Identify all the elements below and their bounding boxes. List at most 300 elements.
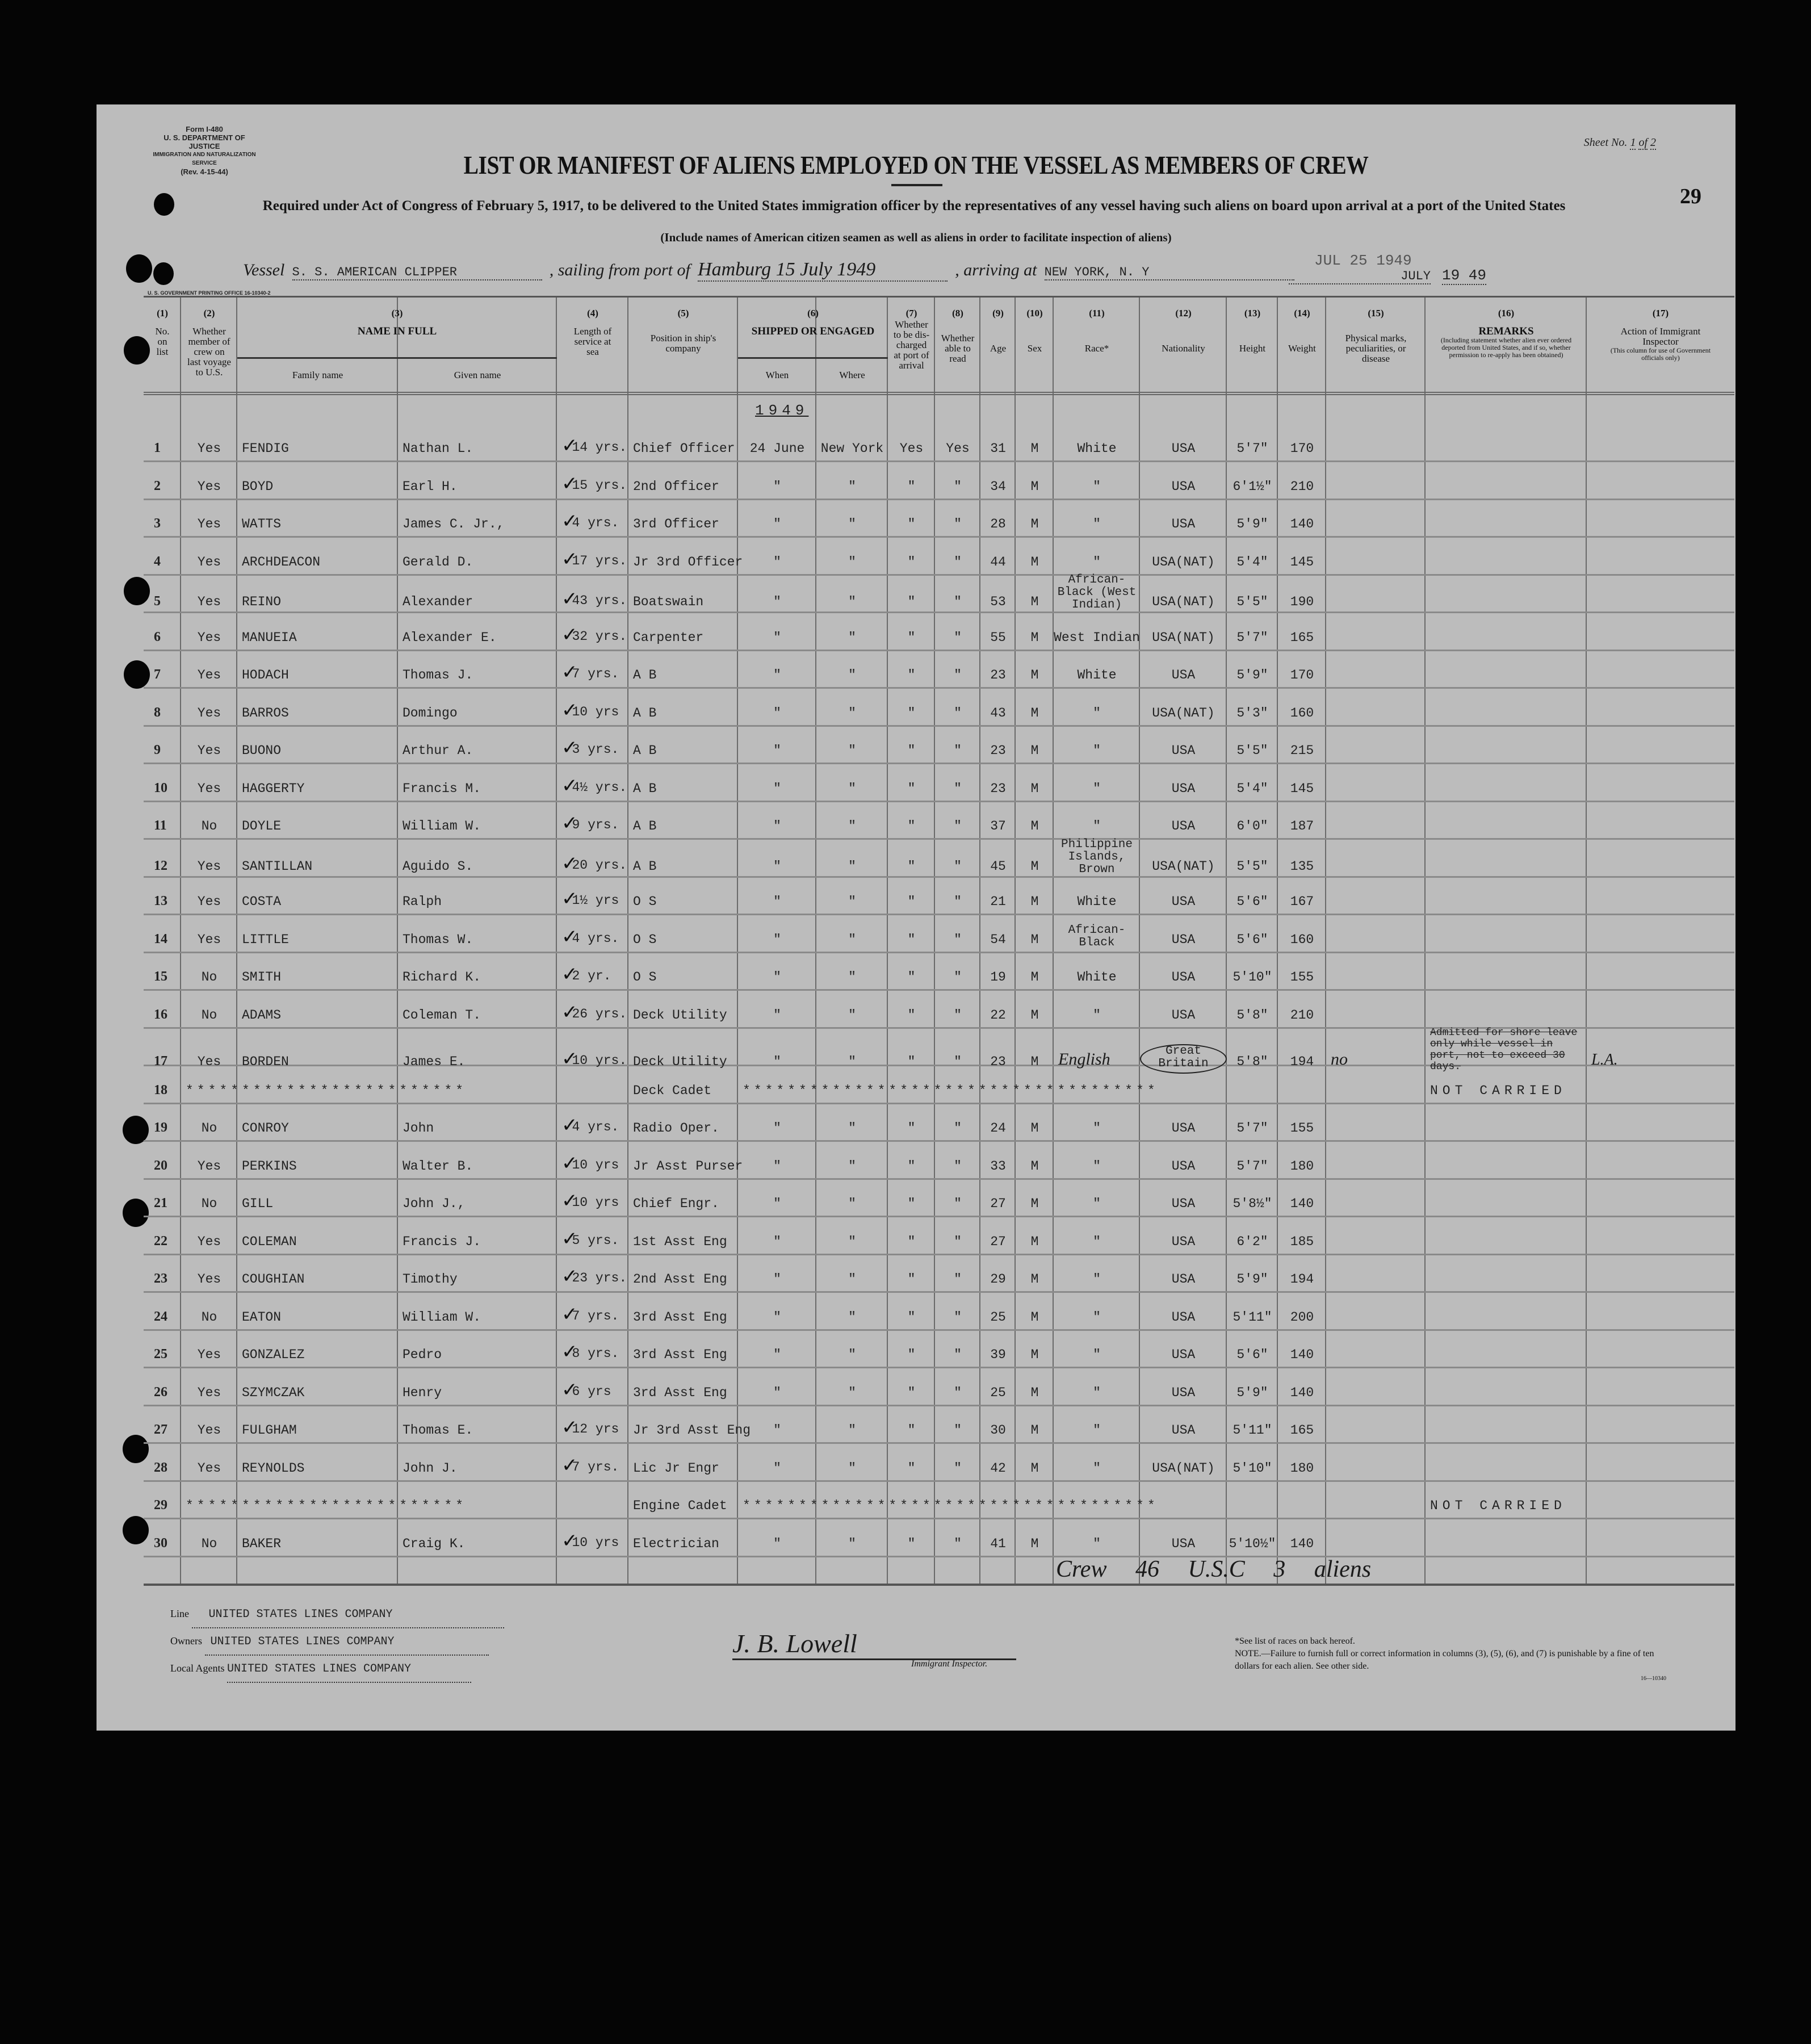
crew-row: [144, 650, 1734, 689]
page-title: LIST OR MANIFEST OF ALIENS EMPLOYED ON THE VESSEL AS MEMBERS OF CREW: [463, 150, 1369, 179]
weight: 165: [1290, 630, 1314, 645]
race: ": [1093, 1007, 1101, 1023]
height: 5'6": [1236, 1347, 1268, 1362]
shipped-where: ": [848, 743, 856, 758]
weight: 160: [1290, 932, 1314, 947]
row-number: 18: [154, 1082, 167, 1098]
length-of-service: ✓ 7 yrs.: [557, 1302, 628, 1329]
row-number: 10: [154, 780, 167, 795]
to-be-discharged: ": [907, 743, 916, 758]
requirement-text: Required under Act of Congress of February 5, 1917, to be delivered to the United States immigration officer by the representatives of any vessel having such aliens on board upon arrival at a port of the United States: [262, 198, 1566, 213]
member-on-last-voyage: Yes: [197, 668, 221, 682]
member-on-last-voyage: No: [201, 1309, 217, 1325]
row-number: 29: [154, 1498, 167, 1513]
crew-row: [144, 1443, 1734, 1482]
given-name: Richard K.: [403, 970, 481, 985]
inspector-signature: J. B. Lowell: [732, 1628, 1016, 1660]
able-to-read: ": [954, 1309, 962, 1325]
shipped-where: ": [848, 1460, 856, 1476]
col-discharged: (7) Whether to be dis-charged at port of arrival: [893, 308, 930, 371]
family-name: CONROY: [242, 1121, 289, 1136]
age: 23: [990, 1054, 1006, 1069]
position: Deck Cadet: [633, 1083, 712, 1098]
age: 27: [990, 1196, 1006, 1211]
col-read: (8) Whether able to read: [941, 308, 975, 364]
position: A B: [633, 781, 657, 796]
shipped-when: ": [773, 743, 781, 758]
to-be-discharged: ": [907, 1007, 916, 1023]
given-name: Craig K.: [403, 1536, 466, 1551]
nationality: USA: [1171, 1196, 1196, 1211]
family-name: COUGHIAN: [242, 1272, 305, 1287]
height: 5'8½": [1233, 1196, 1272, 1211]
line-label: Line: [170, 1608, 189, 1619]
given-name: Coleman T.: [403, 1007, 481, 1023]
shipped-when: ": [773, 858, 781, 874]
sex: M: [1030, 1196, 1039, 1211]
able-to-read: ": [954, 1007, 962, 1023]
form-number: Form I-480: [186, 125, 223, 133]
col-given-name: Given name: [454, 370, 501, 380]
row-number: 3: [154, 516, 161, 531]
able-to-read: ": [954, 1121, 962, 1136]
given-name: James C. Jr.,: [403, 517, 505, 531]
shipped-where: ": [848, 630, 856, 645]
weight: 140: [1290, 1196, 1314, 1211]
crew-row-not-carried: [144, 1480, 1734, 1519]
age: 21: [990, 894, 1006, 909]
to-be-discharged: ": [907, 1460, 916, 1476]
sex: M: [1030, 594, 1039, 609]
row-number: 11: [154, 818, 167, 833]
race: ": [1093, 1423, 1101, 1438]
shipped-where: ": [848, 1054, 856, 1069]
arriving-at: NEW YORK, N. Y: [1045, 265, 1294, 280]
shipped-when: ": [773, 819, 781, 833]
col-length: (4) Length of service at sea: [573, 308, 612, 357]
received-stamp: JUL 25 1949: [1314, 252, 1412, 269]
sex: M: [1030, 1272, 1039, 1287]
to-be-discharged: ": [907, 1347, 916, 1362]
shipped-where: ": [848, 1234, 856, 1249]
member-on-last-voyage: Yes: [197, 705, 221, 721]
length-of-service: ✓ 7 yrs.: [557, 660, 628, 687]
sex: M: [1030, 1234, 1039, 1249]
page-number: 29: [1680, 185, 1701, 208]
length-of-service: ✓ 12 yrs: [557, 1415, 628, 1442]
member-on-last-voyage: Yes: [197, 594, 221, 609]
crew-row: [144, 499, 1734, 538]
shipped-when: ": [773, 1158, 781, 1174]
row-number: 16: [154, 1007, 167, 1022]
shipped-when: ": [773, 1460, 781, 1476]
age: 45: [990, 858, 1006, 874]
nationality: USA: [1171, 970, 1196, 985]
position: O S: [633, 894, 657, 909]
shipped-when: ": [773, 630, 781, 645]
height: 5'5": [1236, 743, 1268, 758]
table-header: [144, 296, 1734, 395]
weight: 155: [1290, 1121, 1314, 1136]
vessel-label: Vessel: [243, 261, 285, 279]
nationality: USA: [1171, 668, 1196, 682]
shipped-where: ": [848, 594, 856, 609]
given-name: James E.: [403, 1054, 466, 1069]
given-name: Earl H.: [403, 479, 458, 494]
row-number: 5: [154, 594, 161, 609]
remarks: NOT CARRIED: [1430, 1498, 1566, 1513]
to-be-discharged: ": [907, 630, 916, 645]
able-to-read: ": [954, 517, 962, 531]
age: 30: [990, 1423, 1006, 1438]
sex: M: [1030, 1309, 1039, 1325]
nationality: USA: [1171, 781, 1196, 796]
weight: 215: [1290, 743, 1314, 758]
shipped-when: ": [773, 1309, 781, 1325]
race: ": [1093, 1272, 1101, 1287]
row-number: 30: [154, 1535, 167, 1551]
shipped-where: ": [848, 1272, 856, 1287]
nationality: USA(NAT): [1152, 858, 1215, 874]
height: 5'7": [1236, 441, 1268, 456]
position: Jr 3rd Officer: [633, 554, 743, 569]
height: 5'9": [1236, 668, 1268, 682]
height: 5'5": [1236, 594, 1268, 609]
able-to-read: ": [954, 668, 962, 682]
nationality: USA(NAT): [1152, 594, 1215, 609]
position: O S: [633, 932, 657, 947]
member-on-last-voyage: Yes: [197, 743, 221, 758]
row-number: 7: [154, 667, 161, 682]
given-name: William W.: [403, 819, 481, 833]
family-name: PERKINS: [242, 1158, 297, 1174]
length-of-service: ✓ 4½ yrs.: [557, 773, 628, 801]
row-number: 25: [154, 1347, 167, 1362]
length-of-service: ✓ 10 yrs: [557, 1188, 628, 1216]
col-when: When: [765, 370, 789, 380]
able-to-read: ": [954, 1385, 962, 1400]
col-shipped: (6) SHIPPED OR ENGAGED: [738, 296, 888, 359]
to-be-discharged: ": [907, 594, 916, 609]
length-of-service: ✓ 5 yrs.: [557, 1226, 628, 1254]
age: 23: [990, 743, 1006, 758]
given-name: Arthur A.: [403, 743, 473, 758]
position: A B: [633, 705, 657, 721]
given-name: Francis M.: [403, 781, 481, 796]
age: 27: [990, 1234, 1006, 1249]
given-name: Walter B.: [403, 1158, 473, 1174]
weight: 160: [1290, 705, 1314, 721]
position: Carpenter: [633, 630, 704, 645]
able-to-read: ": [954, 1054, 962, 1069]
length-of-service: ✓ 10 yrs: [557, 1528, 628, 1556]
row-number: 14: [154, 931, 167, 946]
family-name: FENDIG: [242, 441, 289, 456]
given-name: Aguido S.: [403, 858, 473, 874]
family-name: LITTLE: [242, 932, 289, 947]
race: Philippine Islands, Brown: [1060, 837, 1133, 876]
position: 3rd Asst Eng: [633, 1347, 727, 1362]
position: Chief Officer: [633, 441, 735, 456]
able-to-read: ": [954, 1234, 962, 1249]
crew-row: [144, 461, 1734, 500]
position: Electrician: [633, 1536, 719, 1551]
family-name: COLEMAN: [242, 1234, 297, 1249]
sheet-number: [1584, 136, 1656, 149]
length-of-service: ✓ 17 yrs.: [557, 547, 628, 574]
member-on-last-voyage: Yes: [197, 1423, 221, 1438]
crew-row: [144, 876, 1734, 915]
family-name: BUONO: [242, 743, 282, 758]
nationality: USA: [1171, 1158, 1196, 1174]
punch-hole: [153, 262, 174, 285]
family-name: REINO: [242, 594, 282, 609]
shipped-when: ": [773, 1234, 781, 1249]
crew-row: [144, 1518, 1734, 1557]
member-on-last-voyage: No: [201, 1536, 217, 1551]
height: 6'0": [1236, 819, 1268, 833]
given-name: John J.,: [403, 1196, 466, 1211]
sex: M: [1030, 1121, 1039, 1136]
race: ": [1093, 517, 1101, 531]
col-race: (11) Race*: [1084, 308, 1109, 354]
crew-row: [144, 990, 1734, 1029]
nationality: USA: [1171, 1423, 1196, 1438]
weight: 170: [1290, 441, 1314, 456]
sex: M: [1030, 668, 1039, 682]
age: 39: [990, 1347, 1006, 1362]
height: 5'10½": [1229, 1536, 1276, 1551]
year-note: 1949: [755, 402, 809, 419]
to-be-discharged: ": [907, 517, 916, 531]
able-to-read: ": [954, 1196, 962, 1211]
length-of-service: ✓ 1½ yrs: [557, 886, 628, 914]
shipped-where: ": [848, 1196, 856, 1211]
crew-row: [144, 1103, 1734, 1142]
to-be-discharged: ": [907, 858, 916, 874]
row-number: 27: [154, 1422, 167, 1437]
position: Radio Oper.: [633, 1121, 719, 1136]
shipped-when: ": [773, 594, 781, 609]
race: West Indian: [1054, 630, 1140, 645]
inspector-initials: L.A.: [1591, 1051, 1618, 1069]
member-on-last-voyage: Yes: [197, 1158, 221, 1174]
nationality: USA: [1171, 932, 1196, 947]
age: 37: [990, 819, 1006, 833]
to-be-discharged: ": [907, 1121, 916, 1136]
age: 25: [990, 1309, 1006, 1325]
sex: M: [1030, 630, 1039, 645]
race: ": [1093, 479, 1101, 494]
punch-hole: [126, 254, 152, 283]
able-to-read: ": [954, 932, 962, 947]
race: ": [1093, 819, 1101, 833]
able-to-read: Yes: [946, 441, 970, 456]
able-to-read: ": [954, 630, 962, 645]
sex: M: [1030, 858, 1039, 874]
family-name: BAKER: [242, 1536, 282, 1551]
row-number: 19: [154, 1120, 167, 1135]
filler-stars: *************************: [186, 1083, 467, 1098]
crew-row: [144, 839, 1734, 878]
shipped-when: ": [773, 1347, 781, 1362]
crew-row: [144, 1027, 1734, 1073]
to-be-discharged: ": [907, 894, 916, 909]
height: 5'8": [1236, 1007, 1268, 1023]
member-on-last-voyage: No: [201, 1007, 217, 1023]
length-of-service: ✓ 4 yrs.: [557, 509, 628, 536]
nationality: USA: [1171, 1309, 1196, 1325]
shipped-where: ": [848, 932, 856, 947]
age: 23: [990, 668, 1006, 682]
shipped-when: ": [773, 1196, 781, 1211]
shipped-when: ": [773, 781, 781, 796]
given-name: Thomas E.: [403, 1423, 473, 1438]
family-name: HAGGERTY: [242, 781, 305, 796]
shipped-where: ": [848, 668, 856, 682]
length-of-service: ✓ 4 yrs.: [557, 924, 628, 952]
length-of-service: ✓ 32 yrs.: [557, 622, 628, 650]
family-name: WATTS: [242, 517, 282, 531]
able-to-read: ": [954, 705, 962, 721]
able-to-read: ": [954, 858, 962, 874]
sex: M: [1030, 1158, 1039, 1174]
race: ": [1093, 781, 1101, 796]
race: ": [1093, 743, 1101, 758]
length-of-service: ✓ 3 yrs.: [557, 735, 628, 763]
member-on-last-voyage: Yes: [197, 1272, 221, 1287]
shipped-when: ": [773, 554, 781, 569]
filler-stars: *************************************: [743, 1498, 1159, 1513]
position: 1st Asst Eng: [633, 1234, 727, 1249]
crew-row: [144, 1141, 1734, 1180]
position: A B: [633, 858, 657, 874]
shipped-where: ": [848, 1347, 856, 1362]
shipped-where: ": [848, 1536, 856, 1551]
to-be-discharged: ": [907, 819, 916, 833]
shipped-when: ": [773, 1007, 781, 1023]
sheet-no: 1: [1630, 136, 1636, 149]
family-name: EATON: [242, 1309, 282, 1325]
shipped-where: ": [848, 1007, 856, 1023]
arrival-year: 19 49: [1442, 267, 1487, 284]
col-weight: (14) Weight: [1288, 308, 1316, 354]
crew-row: [144, 1254, 1734, 1293]
to-be-discharged: ": [907, 1234, 916, 1249]
member-on-last-voyage: Yes: [197, 554, 221, 569]
sex: M: [1030, 1054, 1039, 1069]
printing-office: U. S. GOVERNMENT PRINTING OFFICE 16-10340-2: [148, 290, 271, 296]
given-name: Pedro: [403, 1347, 442, 1362]
length-of-service: ✓ 26 yrs.: [557, 1000, 628, 1027]
height: 5'4": [1236, 781, 1268, 796]
member-on-last-voyage: Yes: [197, 441, 221, 456]
member-on-last-voyage: Yes: [197, 858, 221, 874]
nationality: USA: [1171, 1007, 1196, 1023]
weight: 180: [1290, 1460, 1314, 1476]
shipped-where: ": [848, 1309, 856, 1325]
given-name: William W.: [403, 1309, 481, 1325]
agents-company: UNITED STATES LINES COMPANY: [227, 1657, 471, 1683]
race: White: [1077, 668, 1117, 682]
sailing-from: Hamburg 15 July 1949: [698, 259, 948, 282]
member-on-last-voyage: Yes: [197, 630, 221, 645]
length-of-service: ✓ 4 yrs.: [557, 1113, 628, 1140]
crew-row: [144, 612, 1734, 651]
able-to-read: ": [954, 1423, 962, 1438]
position: 2nd Officer: [633, 479, 719, 494]
height: 5'9": [1236, 1272, 1268, 1287]
weight: 145: [1290, 554, 1314, 569]
height: 5'7": [1236, 630, 1268, 645]
weight: 140: [1290, 1536, 1314, 1551]
to-be-discharged: ": [907, 705, 916, 721]
to-be-discharged: ": [907, 1054, 916, 1069]
weight: 200: [1290, 1309, 1314, 1325]
row-number: 28: [154, 1460, 167, 1475]
nationality: Great Britain: [1140, 1044, 1227, 1074]
length-of-service: ✓ 10 yrs.: [557, 1046, 628, 1074]
position: A B: [633, 743, 657, 758]
crew-row: [144, 725, 1734, 764]
race: ": [1093, 1460, 1101, 1476]
member-on-last-voyage: Yes: [197, 1347, 221, 1362]
revision: (Rev. 4-15-44): [181, 167, 228, 176]
able-to-read: ": [954, 1272, 962, 1287]
race: ": [1093, 1196, 1101, 1211]
family-name: BORDEN: [242, 1054, 289, 1069]
shipped-where: ": [848, 517, 856, 531]
weight: 140: [1290, 1347, 1314, 1362]
able-to-read: ": [954, 781, 962, 796]
nationality: USA: [1171, 1536, 1196, 1551]
given-name: Francis J.: [403, 1234, 481, 1249]
age: 31: [990, 441, 1006, 456]
height: 5'6": [1236, 932, 1268, 947]
crew-row-not-carried: [144, 1065, 1734, 1104]
nationality: USA(NAT): [1152, 705, 1215, 721]
race: ": [1093, 1536, 1101, 1551]
sex: M: [1030, 1423, 1039, 1438]
length-of-service: ✓ 6 yrs: [557, 1377, 628, 1405]
race: ": [1093, 1347, 1101, 1362]
col-sex: (10) Sex: [1026, 308, 1043, 354]
weight: 210: [1290, 479, 1314, 494]
able-to-read: ": [954, 554, 962, 569]
row-number: 2: [154, 478, 161, 493]
age: 54: [990, 932, 1006, 947]
to-be-discharged: Yes: [899, 441, 924, 456]
given-name: Timothy: [403, 1272, 458, 1287]
age: 28: [990, 517, 1006, 531]
sheet-of: of: [1638, 136, 1647, 149]
able-to-read: ": [954, 1347, 962, 1362]
given-name: Ralph: [403, 894, 442, 909]
department: U. S. DEPARTMENT OF JUSTICE: [164, 133, 245, 150]
position: Boatswain: [633, 594, 704, 609]
given-name: Henry: [403, 1385, 442, 1400]
race: African-Black (West Indian): [1057, 573, 1137, 611]
sex: M: [1030, 743, 1039, 758]
height: 5'9": [1236, 1385, 1268, 1400]
sex: M: [1030, 517, 1039, 531]
instruction-text: (Include names of American citizen seamen as well as aliens in order to facilitate inspection of aliens): [660, 231, 1172, 244]
col-action: (17) Action of Immigrant Inspector (This column for use of Government officials only): [1610, 308, 1711, 362]
member-on-last-voyage: Yes: [197, 1385, 221, 1400]
weight: 140: [1290, 517, 1314, 531]
able-to-read: ": [954, 1158, 962, 1174]
sex: M: [1030, 1460, 1039, 1476]
